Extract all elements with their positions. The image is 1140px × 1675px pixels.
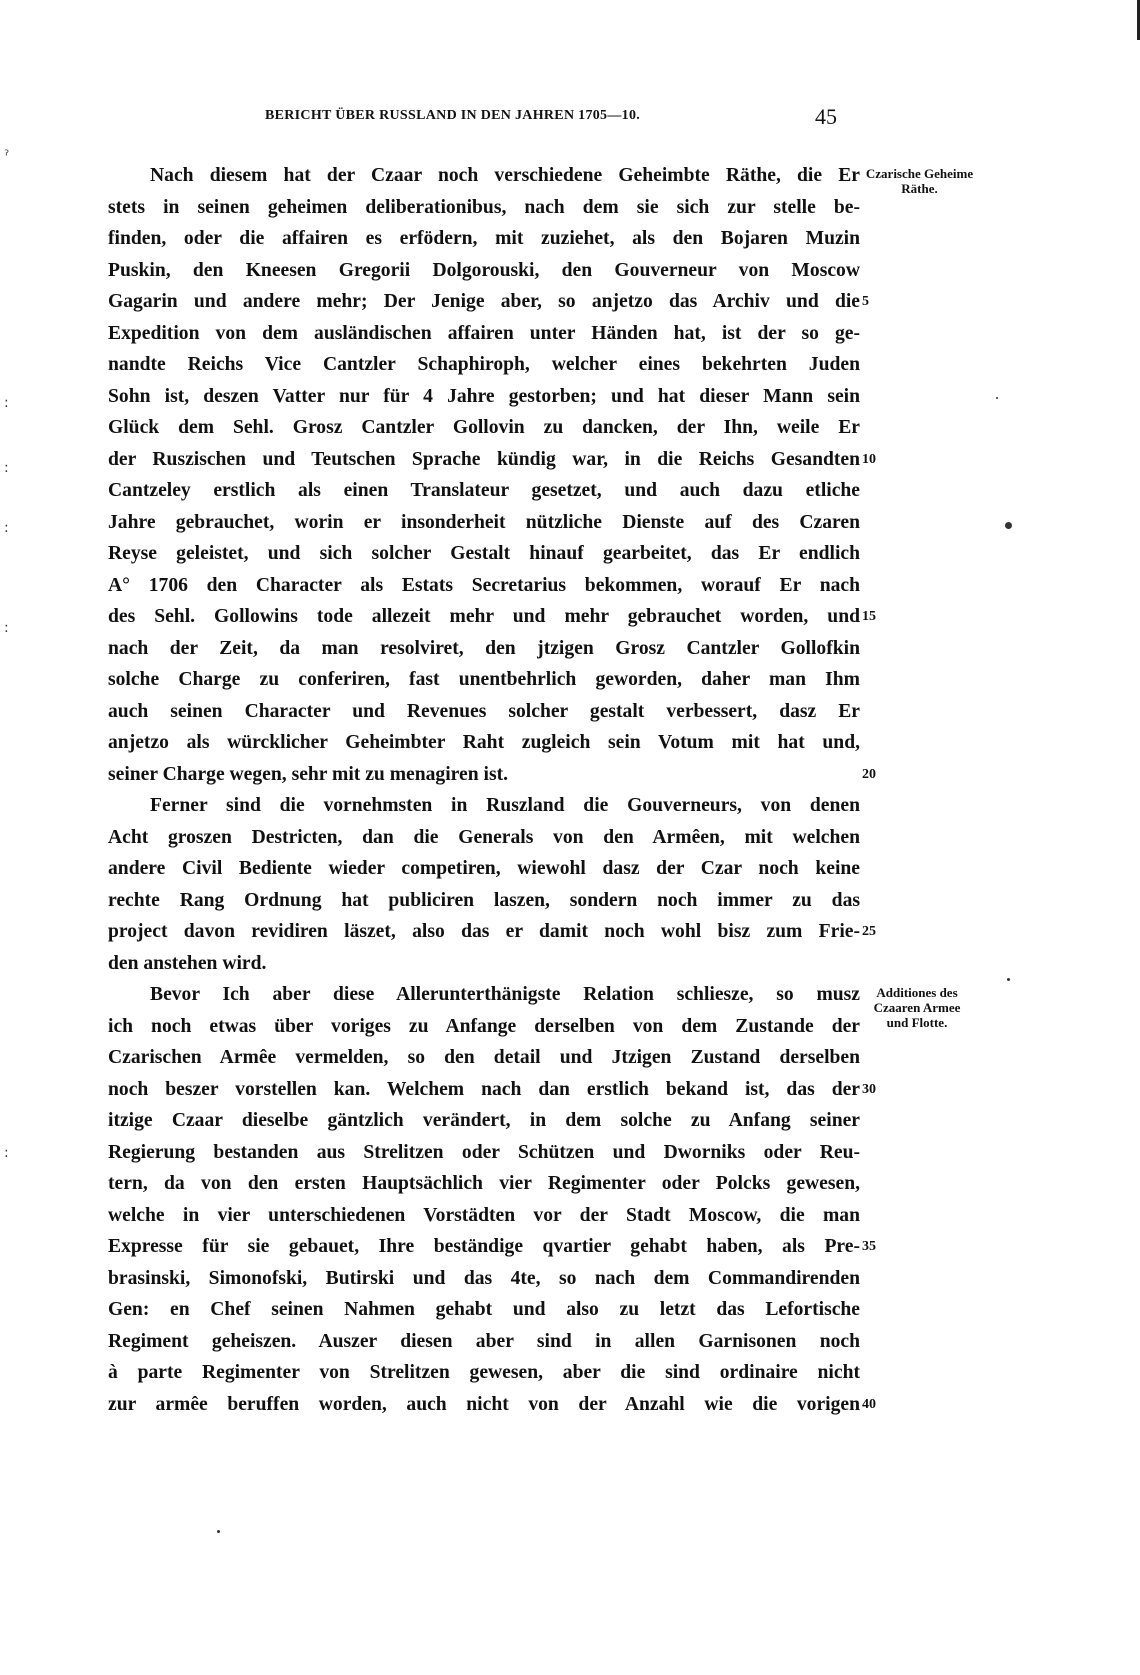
line-number: 30 — [862, 1081, 876, 1097]
text-line: finden, oder die affairen es erfödern, mit zuziehet, als den Bojaren Muzin — [108, 228, 860, 249]
text-line: Regiment geheiszen. Auszer diesen aber sind in allen Garnisonen noch — [108, 1330, 860, 1352]
edge-mark: : — [4, 620, 9, 636]
text-line: rechte Rang Ordnung hat publiciren laszen, sondern noch immer zu das — [108, 889, 860, 911]
text-line: A° 1706 den Character als Estats Secretarius bekommen, worauf Er nach — [108, 574, 860, 596]
text-line: nandte Reichs Vice Cantzler Schaphiroph, welcher eines bekehrten Juden — [108, 354, 860, 375]
text-line: welche in vier unterschiedenen Vorstädten vor der Stadt Moscow, die man — [108, 1204, 860, 1226]
text-line: Glück dem Sehl. Grosz Cantzler Gollovin zu dancken, der Ihn, weile Er — [108, 417, 860, 438]
text-line: Cantzeley erstlich als einen Translateur gesetzet, und auch dazu etliche — [108, 480, 860, 501]
text-line: zur armêe beruffen worden, auch nicht von der Anzahl wie die vorigen — [108, 1393, 860, 1415]
line-number: 5 — [862, 294, 869, 309]
edge-mark: : — [4, 460, 9, 476]
text-line: Expedition von dem ausländischen affairen unter Händen hat, ist der so ge- — [108, 322, 860, 344]
margin-note-armee-flotte: Additiones des Czaaren Armee und Flotte. — [873, 985, 961, 1030]
text-line: à parte Regimenter von Strelitzen gewesen, aber die sind ordinaire nicht — [108, 1362, 860, 1383]
text-line: Expresse für sie gebauet, Ihre beständige qvartier gehabt haben, als Pre- — [108, 1236, 860, 1257]
text-line: Gagarin und andere mehr; Der Jenige aber, so anjetzo das Archiv und die — [108, 291, 860, 312]
text-line: auch seinen Character und Revenues solcher gestalt verbessert, dasz Er — [108, 700, 860, 722]
text-line: anjetzo als würcklicher Geheimbter Raht zugleich sein Votum mit hat und, — [108, 732, 860, 753]
text-line: nach der Zeit, da man resolviret, den jtzigen Grosz Cantzler Gollofkin — [108, 637, 860, 659]
text-line: Puskin, den Kneesen Gregorii Dolgorouski, den Gouverneur von Moscow — [108, 259, 860, 281]
scan-speck — [996, 397, 998, 399]
text-line: project davon revidiren läszet, also das er damit noch wohl bisz zum Frie- — [108, 921, 860, 942]
text-line: seiner Charge wegen, sehr mit zu menagiren ist. — [108, 763, 508, 785]
text-line: itzige Czaar dieselbe gäntzlich verändert, in dem solche zu Anfang seiner — [108, 1110, 860, 1131]
scan-speck — [1007, 978, 1010, 981]
scan-speck — [1005, 522, 1012, 529]
edge-mark: : — [4, 520, 9, 536]
text-line: Acht groszen Destricten, dan die Generals von den Armêen, mit welchen — [108, 826, 860, 848]
line-number: 40 — [862, 1396, 876, 1412]
text-line: tern, da von den ersten Hauptsächlich vier Regimenter oder Polcks gewesen, — [108, 1173, 860, 1194]
text-line: Nach diesem hat der Czaar noch verschiedene Geheimbte Räthe, die Er — [150, 165, 860, 186]
line-number: 20 — [862, 766, 876, 782]
text-line: brasinski, Simonofski, Butirski und das 4te, so nach dem Commandirenden — [108, 1267, 860, 1289]
edge-mark: : — [4, 1145, 9, 1161]
text-line: Jahre gebrauchet, worin er insonderheit nützliche Dienste auf des Czaren — [108, 511, 860, 533]
text-line: Regierung bestanden aus Strelitzen oder Schützen und Dworniks oder Reu- — [108, 1141, 860, 1163]
text-line: Ferner sind die vornehmsten in Ruszland die Gouverneurs, von denen — [150, 795, 860, 816]
text-line: Gen: en Chef seinen Nahmen gehabt und also zu letzt das Lefortische — [108, 1299, 860, 1320]
text-line: Bevor Ich aber diese Allerunterthänigste Relation schliesze, so musz — [150, 984, 860, 1005]
text-line: Czarischen Armêe vermelden, so den detail und Jtzigen Zustand derselben — [108, 1047, 860, 1068]
scan-speck — [217, 1530, 220, 1533]
margin-note-geheime-raethe: Czarische Geheime Räthe. — [865, 166, 974, 196]
body-text — [108, 160, 860, 1420]
text-line: andere Civil Bediente wieder competiren, wiewohl dasz der Czar noch keine — [108, 858, 860, 879]
text-line: Sohn ist, deszen Vatter nur für 4 Jahre gestorben; und hat dieser Mann sein — [108, 385, 860, 407]
text-line: stets in seinen geheimen deliberationibus, nach dem sie sich zur stelle be- — [108, 196, 860, 218]
line-number: 25 — [862, 924, 876, 939]
text-line: ich noch etwas über voriges zu Anfange derselben von dem Zustande der — [108, 1015, 860, 1037]
edge-mark: : — [4, 395, 9, 411]
edge-mark: ˀ — [4, 148, 10, 164]
text-line: solche Charge zu conferiren, fast unentbehrlich geworden, daher man Ihm — [108, 669, 860, 690]
text-line: des Sehl. Gollowins tode allezeit mehr und mehr gebrauchet worden, und — [108, 606, 860, 627]
text-line: Reyse geleistet, und sich solcher Gestalt hinauf gearbeitet, das Er endlich — [108, 543, 860, 564]
text-line: noch beszer vorstellen kan. Welchem nach dan erstlich bekand ist, das der — [108, 1078, 860, 1100]
running-head: BERICHT ÜBER RUSSLAND IN DEN JAHREN 1705—10. — [265, 108, 641, 123]
line-number: 15 — [862, 609, 876, 624]
page-number: 45 — [815, 104, 837, 129]
text-line: der Ruszischen und Teutschen Sprache kündig war, in die Reichs Gesandten — [108, 448, 860, 470]
line-number: 10 — [862, 451, 876, 467]
text-line: den anstehen wird. — [108, 952, 267, 974]
line-number: 35 — [862, 1239, 876, 1254]
